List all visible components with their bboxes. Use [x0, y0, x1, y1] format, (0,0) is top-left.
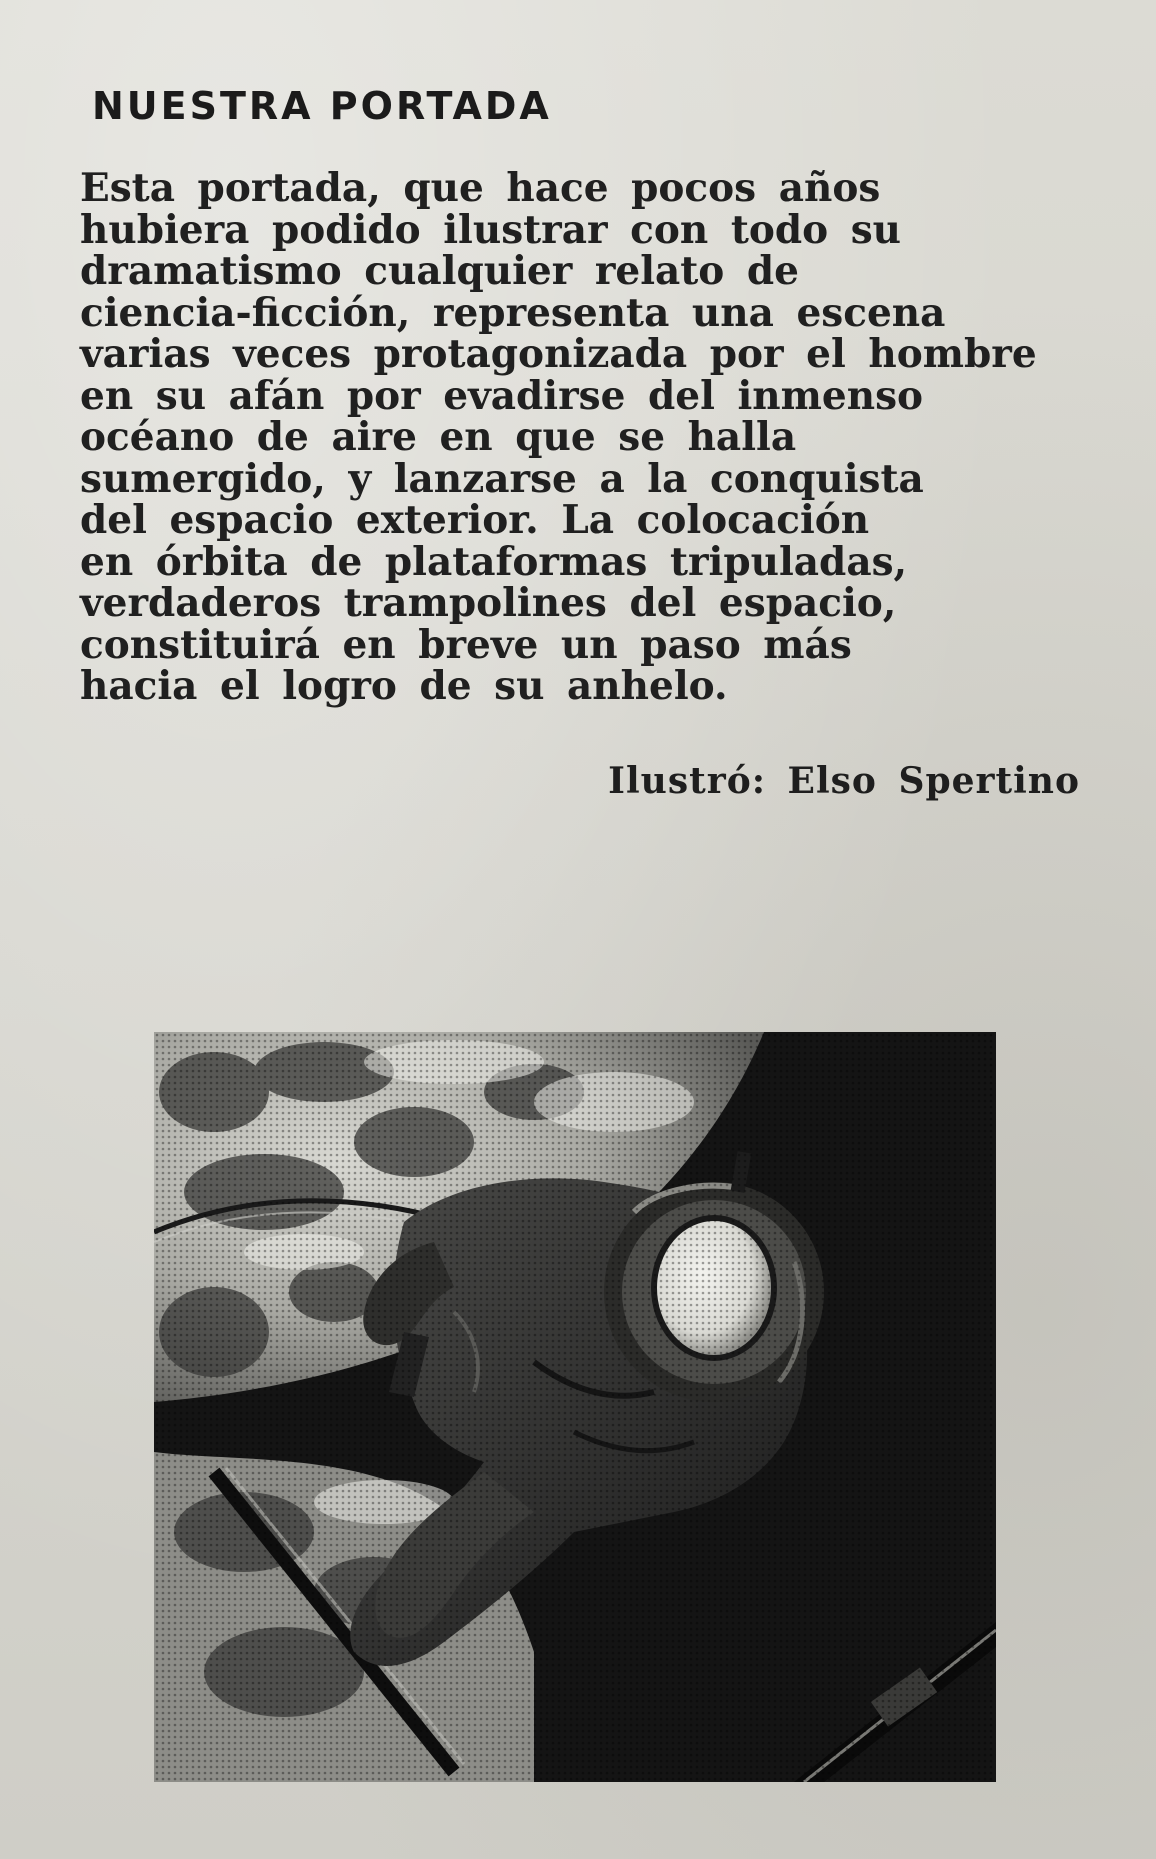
- body-line: varias veces protagonizada por el hombre: [80, 331, 1037, 377]
- body-line: en su afán por evadirse del inmenso: [80, 372, 924, 419]
- body-line: sumergido, y lanzarse a la conquista: [80, 455, 924, 502]
- article-body: [80, 165, 1110, 709]
- body-line: Esta portada, que hace pocos años: [80, 165, 881, 211]
- astronaut-illustration: [154, 1032, 996, 1782]
- body-line: ciencia-ficción, representa una escena: [80, 289, 946, 336]
- body-line: del espacio exterior. La colocación: [80, 497, 870, 543]
- body-line: constituirá en breve un paso más: [80, 621, 852, 668]
- body-line: en órbita de plataformas tripuladas,: [80, 538, 908, 585]
- article-heading: NUESTRA PORTADA: [92, 84, 552, 128]
- body-line: hacia el logro de su anhelo.: [80, 663, 728, 709]
- cover-illustration: [154, 1032, 996, 1782]
- body-line: dramatismo cualquier relato de: [80, 248, 799, 294]
- body-line: hubiera podido ilustrar con todo su: [80, 206, 902, 253]
- body-line: verdaderos trampolines del espacio,: [80, 580, 897, 626]
- illustrator-credit: Ilustró: Elso Spertino: [608, 760, 1080, 802]
- body-line: océano de aire en que se halla: [80, 414, 797, 460]
